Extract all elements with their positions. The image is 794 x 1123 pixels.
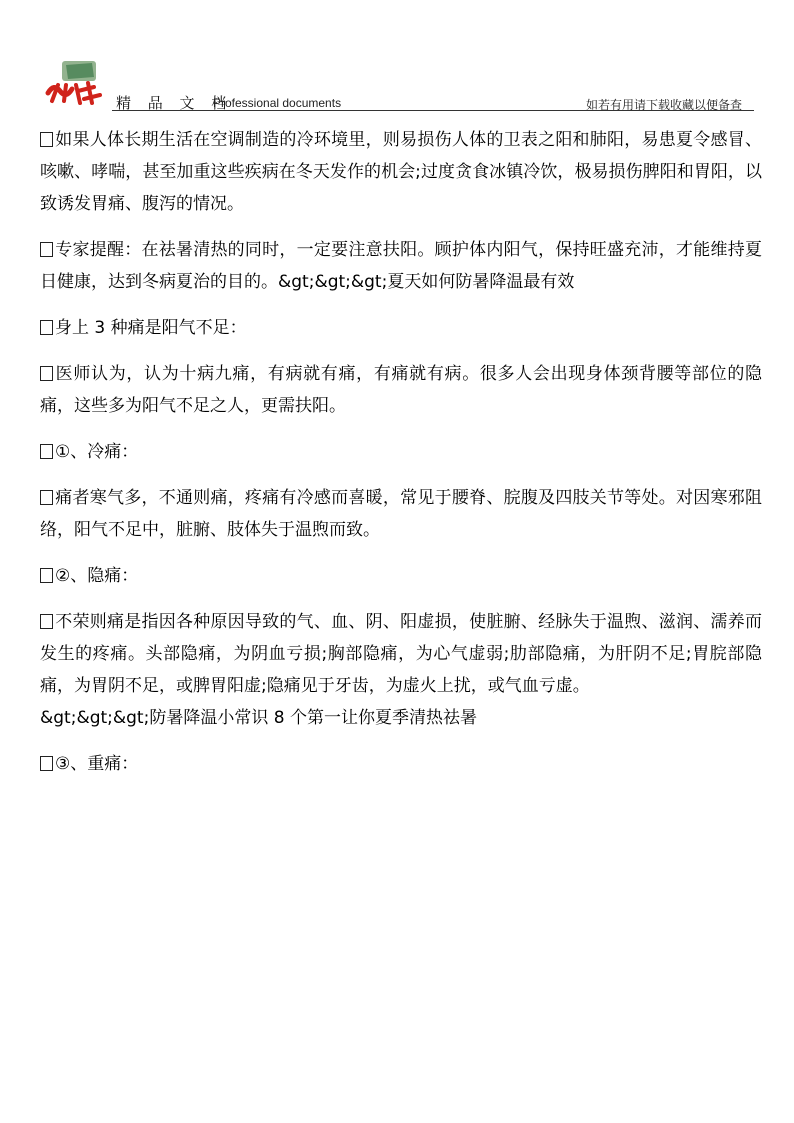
paragraph-text: ③、重痛：: [55, 754, 139, 774]
header-title: 精 品 文 档: [116, 94, 233, 112]
header-note: 如若有用请下载收藏以便备查: [586, 98, 743, 112]
paragraph: [40, 234, 762, 298]
paragraph: [40, 312, 762, 344]
checkbox-square-icon: [40, 132, 53, 147]
checkbox-square-icon: [40, 614, 53, 629]
header-subtitle: Professional documents: [213, 96, 342, 110]
paragraph: [40, 124, 762, 220]
checkbox-square-icon: [40, 444, 53, 459]
paragraph-text: 医师认为，认为十病九痛，有病就有痛，有痛就有病。很多人会出现身体颈背腰等部位的隐痛，这些多为阳气不足之人，更需扶阳。: [40, 364, 762, 416]
paragraph-text: 如果人体长期生活在空调制造的冷环境里，则易损伤人体的卫表之阳和肺阳，易患夏令感冒、咳嗽、哮喘，甚至加重这些疾病在冬天发作的机会;过度贪食冰镇冷饮，极易损伤脾阳和胃阳，以致诱发胃痛、腹泻的情况。: [40, 130, 762, 214]
paragraph-text: 身上 3 种痛是阳气不足：: [55, 318, 247, 338]
paragraph-text: ②、隐痛：: [55, 566, 139, 586]
paragraph-text: &gt;&gt;&gt;防暑降温小常识 8 个第一让你夏季清热祛暑: [40, 708, 477, 728]
checkbox-square-icon: [40, 568, 53, 583]
paragraph: [40, 436, 762, 468]
paragraph: [40, 748, 762, 780]
zhishi-logo-icon: [44, 55, 106, 107]
checkbox-square-icon: [40, 242, 53, 257]
paragraph: [40, 482, 762, 546]
checkbox-square-icon: [40, 366, 53, 381]
paragraph: [40, 606, 762, 702]
page-header: [0, 0, 794, 112]
paragraph: [40, 702, 762, 734]
paragraph-text: 痛者寒气多，不通则痛，疼痛有冷感而喜暖，常见于腰脊、脘腹及四肢关节等处。对因寒邪阻络，阳气不足中，脏腑、肢体失于温煦而致。: [40, 488, 762, 540]
checkbox-square-icon: [40, 490, 53, 505]
paragraph-text: ①、冷痛：: [55, 442, 139, 462]
paragraph-text: 不荣则痛是指因各种原因导致的气、血、阴、阳虚损，使脏腑、经脉失于温煦、滋润、濡养而发生的疼痛。头部隐痛，为阴血亏损;胸部隐痛，为心气虚弱;肋部隐痛，为肝阴不足;胃脘部隐痛，为胃阴不足，或脾胃阳虚;隐痛见于牙齿，为虚火上扰，或气血亏虚。: [40, 612, 762, 696]
checkbox-square-icon: [40, 756, 53, 771]
paragraph: [40, 560, 762, 592]
checkbox-square-icon: [40, 320, 53, 335]
document-body: [40, 124, 762, 794]
header-rule: [112, 110, 754, 111]
paragraph: [40, 358, 762, 422]
paragraph-text: 专家提醒：在祛暑清热的同时，一定要注意扶阳。顾护体内阳气，保持旺盛充沛，才能维持夏日健康，达到冬病夏治的目的。&gt;&gt;&gt;夏天如何防暑降温最有效: [40, 240, 762, 292]
